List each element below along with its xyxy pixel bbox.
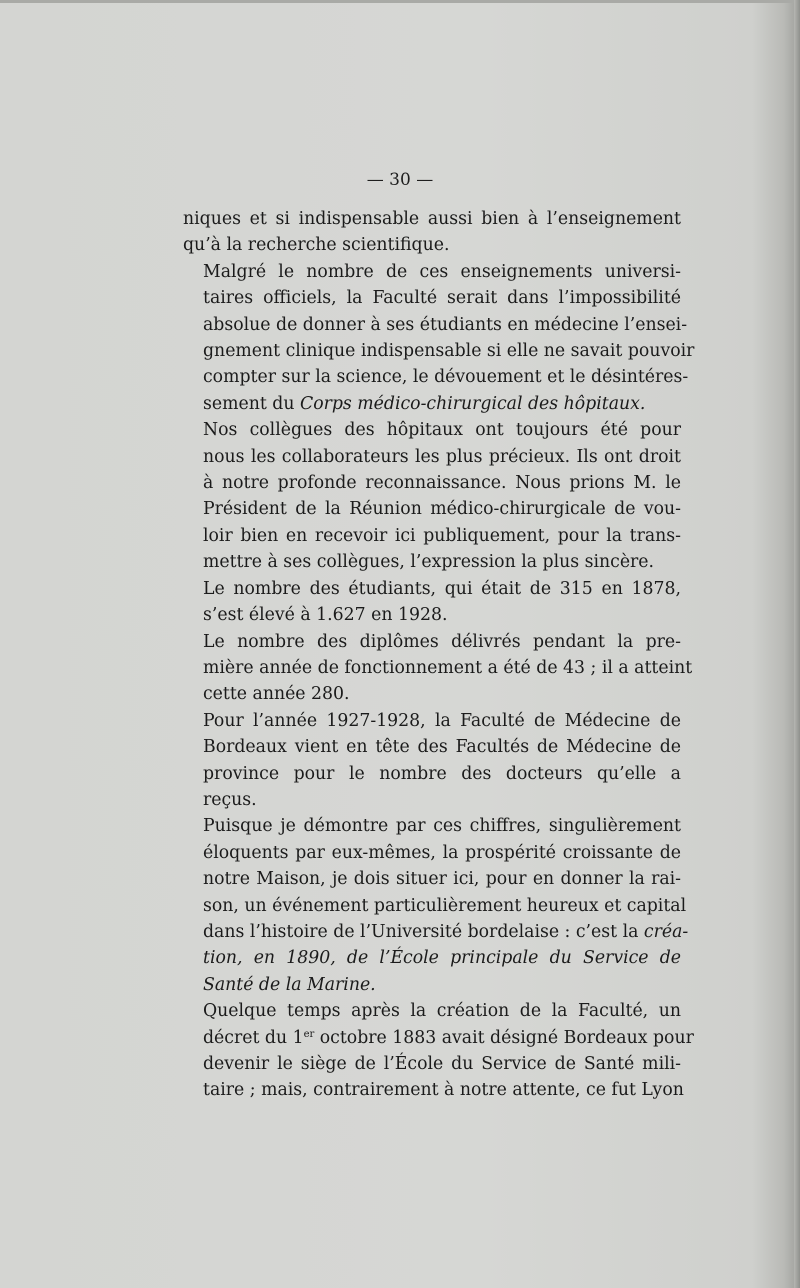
text-line: cette année 280. — [203, 684, 350, 705]
text-line: absolue de donner à ses étudiants en médecine l’ensei- — [203, 314, 688, 335]
text-line: Puisque je démontre par ces chiffres, singulièrement — [203, 816, 681, 837]
text-line: à notre profonde reconnaissance. Nous prions M. le — [203, 473, 681, 494]
superscript: er — [303, 1028, 315, 1040]
text-line: gnement clinique indispensable si elle ne savait pouvoir — [203, 341, 695, 362]
paragraph — [183, 206, 681, 259]
text-line: Président de la Réunion médico-chirurgicale de vou- — [203, 499, 681, 520]
text-line — [183, 945, 681, 971]
text-line: Bordeaux vient en tête des Facultés de Médecine de — [203, 737, 681, 758]
text-line: dans l’histoire de l’Université bordelaise : c’est la créa- — [203, 921, 689, 942]
text-line: loir bien en recevoir ici publiquement, pour la trans- — [203, 525, 681, 546]
paragraph — [183, 259, 695, 417]
text-line: Le nombre des étudiants, qui était de 315 en 1878, — [203, 578, 681, 599]
text-line: mière année de fonctionnement a été de 43 ; il a atteint — [203, 657, 693, 678]
italic-text: Santé de la Marine. — [203, 974, 376, 995]
paragraph — [183, 813, 689, 998]
text-line: Malgré le nombre de ces enseignements universi- — [203, 261, 681, 282]
text-line: Nos collègues des hôpitaux ont toujours été pour — [203, 420, 681, 441]
text-line: Quelque temps après la création de la Faculté, un — [203, 1001, 681, 1022]
text-line: qu’à la recherche scientifique. — [183, 235, 450, 256]
italic-text: créa- — [643, 921, 689, 942]
paragraph — [183, 998, 694, 1104]
text-line: s’est élevé à 1.627 en 1928. — [203, 605, 448, 626]
text-line: Le nombre des diplômes délivrés pendant la pre- — [203, 631, 681, 652]
text-line — [183, 972, 681, 998]
text-line: province pour le nombre des docteurs qu’elle a — [203, 763, 681, 784]
text-line: éloquents par eux-mêmes, la prospérité croissante de — [203, 842, 681, 863]
text-line: reçus. — [203, 789, 257, 810]
page-number: — 30 — — [366, 170, 434, 190]
text-line: taire ; mais, contrairement à notre attente, ce fut Lyon — [203, 1080, 684, 1101]
italic-text: Corps médico-chirurgical des hôpitaux. — [299, 393, 646, 414]
text-line: nous les collaborateurs les plus précieux. Ils ont droit — [203, 446, 681, 467]
paragraph — [183, 708, 681, 814]
text-line: compter sur la science, le dévouement et le désintéres- — [203, 367, 689, 388]
text-line: son, un événement particulièrement heureux et capital — [203, 895, 687, 916]
paragraph — [183, 576, 681, 629]
text-line: Pour l’année 1927-1928, la Faculté de Médecine de — [203, 710, 681, 731]
binding-edge — [794, 0, 800, 1288]
text-line: devenir le siège de l’École du Service de Santé mili- — [203, 1054, 681, 1074]
text-line: taires officiels, la Faculté serait dans l’impossibilité — [203, 288, 681, 309]
paragraph — [183, 417, 681, 575]
italic-text: tion, en 1890, de l’École principale du Service de — [203, 948, 681, 969]
paragraph — [183, 629, 693, 708]
text-line: niques et si indispensable aussi bien à l’enseignement — [183, 209, 681, 229]
text-line: décret du 1er octobre 1883 avait désigné Bordeaux pour — [203, 1027, 694, 1048]
body-text — [183, 206, 695, 1104]
text-line: sement du Corps médico-chirurgical des hôpitaux. — [203, 393, 646, 414]
text-line: notre Maison, je dois situer ici, pour en donner la rai- — [203, 869, 681, 890]
page-top-edge — [0, 0, 800, 3]
text-line: mettre à ses collègues, l’expression la plus sincère. — [203, 552, 655, 573]
